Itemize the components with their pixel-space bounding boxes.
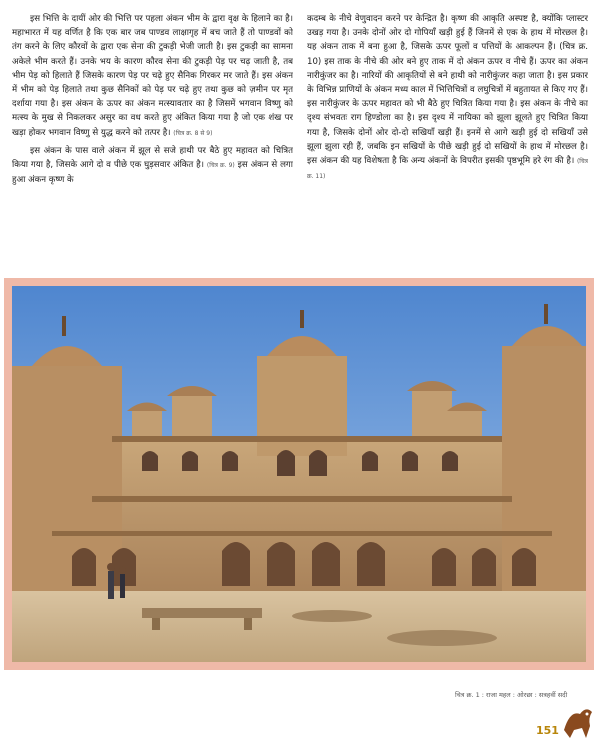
publisher-logo-icon <box>560 700 596 740</box>
page-number: 151 <box>536 724 559 737</box>
palace-photo <box>12 286 586 662</box>
figure-reference: (चित्र क्र. 8 से 9) <box>173 129 213 137</box>
figure-reference: (चित्र क्र. 9) <box>206 162 235 170</box>
paragraph: इस भित्ति के दायीं ओर की भित्ति पर पहला अंकन भीम के द्वारा वृक्ष के हिलाने का है। महाभारत में यह वर्णित है कि एक बार जब पाण्डव लाक्षागृह में बच जाते हैं तो पाण्डवों को तंग करने के लिए कौरवों के द्वारा एक सेना की टुकड़ी भेजी जाती है। इस टुकड़ी का सामना अकेले भीम करते हैं। उनके भय के कारण कौरव सेना की टुकड़ी पेड़ पर चढ़ जाती है, तब भीम पेड़ को हिलाते हैं जिसके कारण पेड़ पर चढ़े हुए सैनिक गिरकर मर जाते हैं। इस अंकन में भीम को पेड़ हिलाते तथा कुछ सैनिकों को पेड़ पर चढ़े हुए तथा कुछ को ज़मीन पर मृत दर्शाया गया है। इस अंकन के ऊपर का अंकन मत्स्यावतार का है जिसमें भगवान विष्णु को मत्स्य के मुख से निकलकर असुर का वध करते हुए अंकित किया गया है जो एक शंख पर खड़ा होकर भगवान विष्णु से युद्ध करने को तत्पर है। (चित्र क्र. 8 से 9) <box>12 14 293 138</box>
right-column <box>307 12 588 274</box>
photo-frame <box>4 278 594 670</box>
paragraph: कदम्ब के नीचे वेणुवादन करने पर केन्द्रित है। कृष्ण की आकृति अस्पष्ट है, क्योंकि प्लास्टर उखड़ गया है। उनके दोनों ओर दो गोपियाँ खड़ी हुई हैं जिनमें से एक के हाथ में मोरछल है। यह अंकन ताक में बना हुआ है, जिसके ऊपर फूलों व पत्तियों के आकल्पन हैं। (चित्र क्र. 10) इस ताक के नीचे की ओर बने हुए ताक में दो अंकन ऊपर व नीचे हैं। ऊपर का अंकन नारीकुंजर का है। नारियों की आकृतियों से बने हाथी को नारीकुंजर कहा जाता है। इस प्रकार के विभिन्न प्राणियों के अंकन मध्य काल में भित्तिचित्रों व लघुचित्रों में बहुतायत से किए गए हैं। इस नारीकुंजर के ऊपर महावत को भी बैठे हुए चित्रित किया गया है। इस अंकन के नीचे का दृश्य संभवतः राग हिण्डोला का है। इस दृश्य में नायिका को झूला झूलते हुए चित्रित किया गया है, जिसके दोनों ओर दो-दो सखियाँ खड़ी हैं। इनमें से आगे खड़ी हुई दो सखियाँ उसे झूला झुला रही हैं, जबकि इन सखियों के पीछे खड़ी हुई दो सखियों के हाथ में मोरछल है। इस अंकन की यह विशेषता है कि अन्य अंकनों के विपरीत इसकी पृष्ठभूमि हरे रंग की है। (चित्र क्र. 11) <box>307 14 588 181</box>
left-column <box>12 12 293 274</box>
paragraph: इस अंकन के पास वाले अंकन में झूल से सजे हाथी पर बैठे हुए महावत को चित्रित किया गया है, जिसके आगे दो व पीछे एक घुड़सवार अंकित है। (चित्र क्र. 9) इस अंकन से लगा हुआ अंकन कृष्ण के <box>12 145 293 186</box>
text-columns <box>12 12 588 274</box>
figure-caption: चित्र क्र. 1 : राजा महल : ओरछा : सत्रहवीं सदी <box>455 691 568 699</box>
figure-reference: (चित्र क्र. 11) <box>307 158 588 181</box>
